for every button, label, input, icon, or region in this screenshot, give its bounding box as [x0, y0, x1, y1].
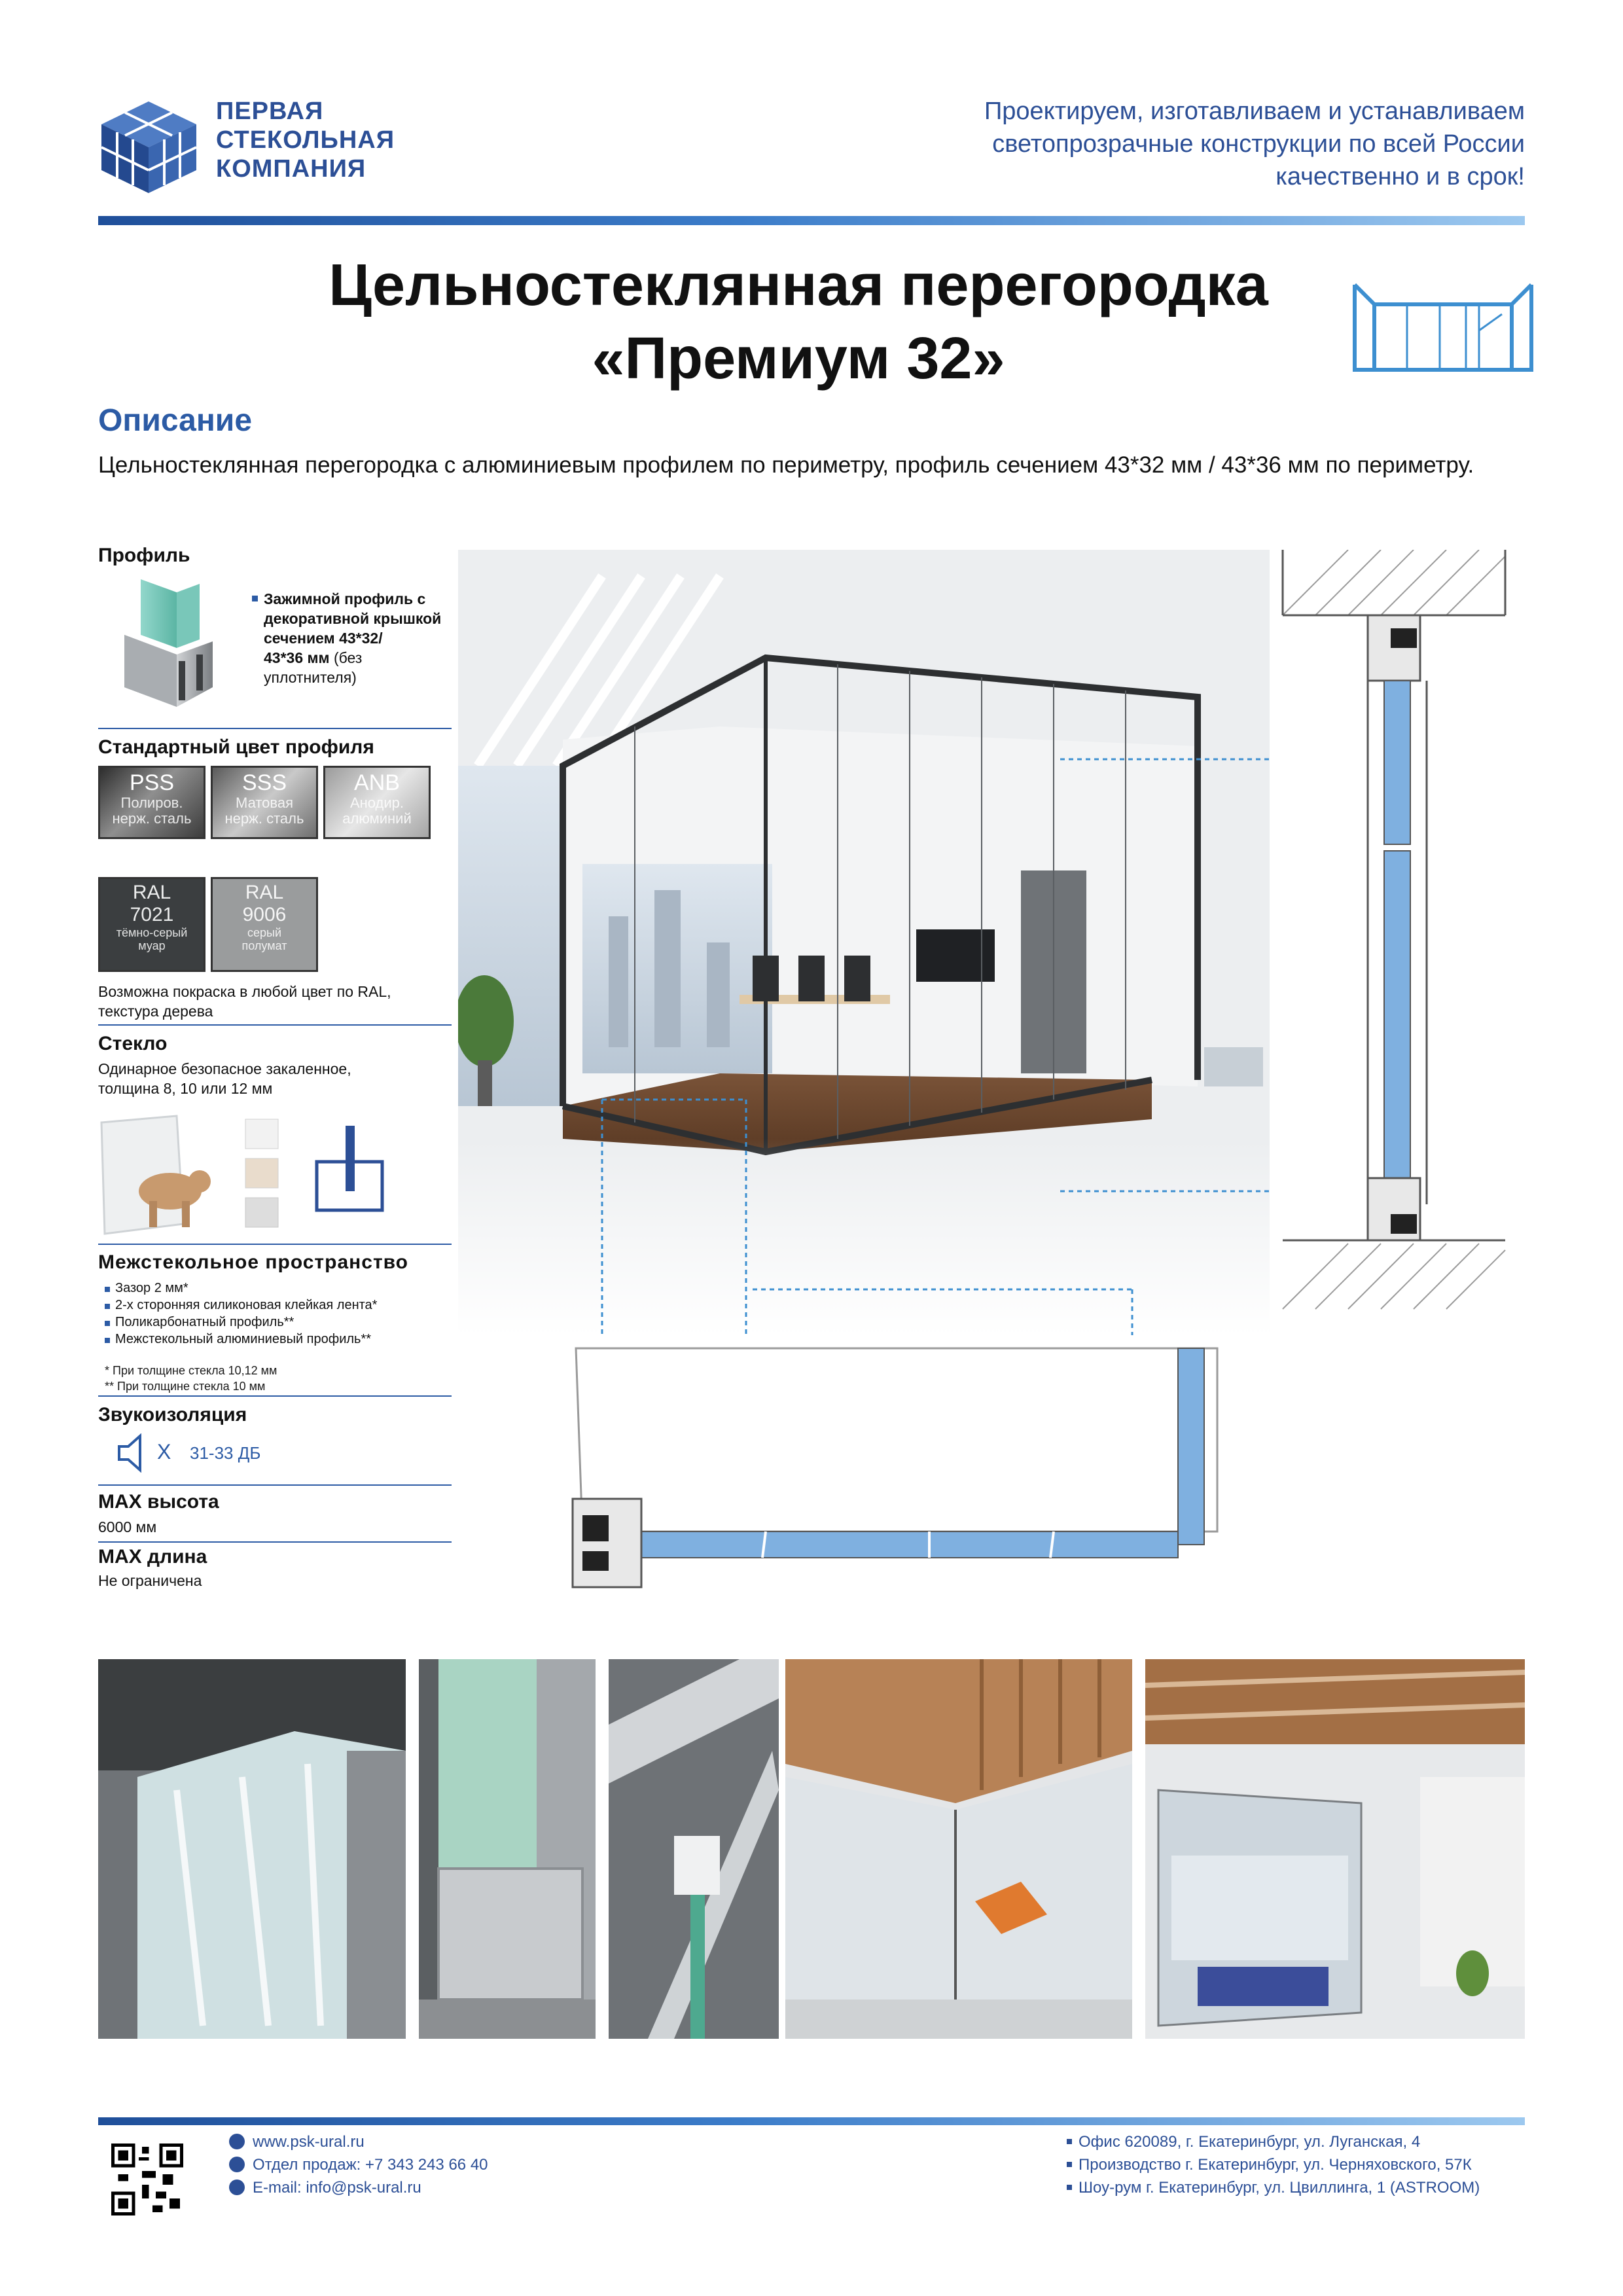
profile-note	[252, 589, 448, 687]
swatch-code: PSS	[129, 770, 175, 795]
swatch-desc: алюминий	[342, 810, 412, 827]
sound-x: X	[157, 1440, 171, 1463]
swatch-desc: нерж. сталь	[112, 810, 192, 827]
photo-corner-partition-image	[785, 1659, 1132, 2039]
swatch-code: SSS	[241, 770, 287, 795]
max-height-value: 6000 мм	[98, 1518, 157, 1535]
tagline-line: качественно и в срок!	[1275, 163, 1525, 190]
swatch-anb	[323, 766, 431, 839]
profile-note-line: уплотнителя)	[264, 669, 357, 686]
vertical-section-drawing	[1270, 550, 1531, 1322]
footer-divider	[98, 2117, 1525, 2125]
max-length-value: Не ограничена	[98, 1572, 202, 1589]
profile-note-line: (без	[333, 649, 363, 666]
swatch-sss	[211, 766, 318, 839]
swatch-ral: RAL	[245, 882, 284, 903]
list-item: Межстекольный алюминиевый профиль**	[105, 1331, 452, 1348]
profile-image	[115, 576, 226, 713]
color-heading: Стандартный цвет профиля	[98, 736, 374, 758]
safety-glass-image	[98, 1113, 281, 1237]
tagline-line: Проектируем, изготавливаем и устанавливаем	[984, 98, 1525, 125]
swatch-ral-9006	[211, 877, 318, 972]
footnotes	[105, 1363, 277, 1394]
photo-frosted-partition-image	[98, 1659, 406, 2039]
swatch-number: 7021	[130, 904, 174, 925]
section-divider	[98, 1541, 452, 1543]
description-heading: Описание	[98, 403, 253, 438]
logo-icon	[98, 98, 200, 196]
swatch-code: ANB	[354, 770, 400, 795]
plan-section-drawing	[563, 1335, 1270, 1610]
swatch-ral: RAL	[132, 882, 171, 903]
address-office: Офис 620089, г. Екатеринбург, ул. Луганская, 4	[1067, 2130, 1480, 2153]
photo-corner-partition	[785, 1659, 1132, 2039]
tagline-line: светопрозрачные конструкции по всей России	[992, 130, 1525, 158]
color-note	[98, 982, 452, 1021]
section-divider	[98, 1244, 452, 1245]
interglass-heading: Межстекольное пространство	[98, 1251, 409, 1273]
max-length-heading: MAX длина	[98, 1546, 207, 1568]
logo-line: КОМПАНИЯ	[216, 155, 366, 183]
glass-text-line: Одинарное безопасное закаленное,	[98, 1060, 351, 1077]
glass-text	[98, 1059, 351, 1098]
swatch-desc: нерж. сталь	[224, 810, 304, 827]
photo-profile-detail-image	[609, 1659, 779, 2039]
list-item: Зазор 2 мм*	[105, 1280, 452, 1297]
glass-text-line: толщина 8, 10 или 12 мм	[98, 1080, 273, 1097]
phone-icon	[229, 2157, 245, 2172]
profile-note-line: декоративной крышкой	[264, 610, 442, 627]
globe-icon	[229, 2134, 245, 2149]
title-line: «Премиум 32»	[592, 326, 1005, 391]
max-height-heading: MAX высота	[98, 1491, 219, 1513]
section-divider	[98, 1395, 452, 1397]
glass-heading: Стекло	[98, 1033, 168, 1054]
photo-profile-base	[419, 1659, 596, 2039]
photo-profile-base-image	[419, 1659, 596, 2039]
glass-section-icon	[314, 1122, 386, 1214]
speaker-icon	[116, 1433, 152, 1473]
profile-note-line: Зажимной профиль с	[264, 590, 426, 607]
list-item: 2-х сторонняя силиконовая клейкая лента*	[105, 1297, 452, 1314]
swatch-desc: Анодир.	[349, 795, 404, 811]
website-link[interactable]: www.psk-ural.ru	[253, 2133, 365, 2151]
partition-render	[458, 550, 1270, 1335]
list-item: Поликарбонатный профиль**	[105, 1314, 452, 1331]
photo-profile-detail	[609, 1659, 779, 2039]
address-production: Производство г. Екатеринбург, ул. Черняховского, 57К	[1067, 2153, 1480, 2176]
photo-corridor-partition	[1145, 1659, 1525, 2039]
footnote: * При толщине стекла 10,12 мм	[105, 1364, 277, 1377]
sound-heading: Звукоизоляция	[98, 1404, 247, 1426]
color-note-line: текстура дерева	[98, 1003, 213, 1020]
swatch-desc: Матовая	[236, 795, 293, 811]
section-divider	[98, 1024, 452, 1026]
partition-plan-icon	[1348, 278, 1538, 380]
swatch-pss	[98, 766, 205, 839]
mail-icon	[229, 2179, 245, 2195]
footer-addresses	[1067, 2130, 1480, 2199]
description-text: Цельностеклянная перегородка с алюминиевым профилем по периметру, профиль сечением 43*32 мм / 43*36 мм по периметру.	[98, 452, 1474, 478]
photo-corridor-partition-image	[1145, 1659, 1525, 2039]
logo-line: ПЕРВАЯ	[216, 98, 324, 125]
swatch-desc: полумат	[241, 939, 287, 952]
phone-link[interactable]: Отдел продаж: +7 343 243 66 40	[253, 2156, 488, 2174]
interglass-list	[105, 1280, 452, 1348]
section-divider	[98, 728, 452, 729]
office-illustration	[458, 550, 1270, 1335]
swatch-desc: серый	[247, 926, 281, 939]
color-note-line: Возможна покраска в любой цвет по RAL,	[98, 983, 391, 1000]
header-divider	[98, 216, 1525, 225]
email-link[interactable]: E-mail: info@psk-ural.ru	[253, 2179, 421, 2197]
address-showroom: Шоу-рум г. Екатеринбург, ул. Цвиллинга, 1 (ASTROOM)	[1067, 2176, 1480, 2199]
company-name	[216, 97, 395, 183]
swatch-desc: тёмно-серый	[116, 926, 188, 939]
tagline	[805, 95, 1525, 193]
title-line: Цельностеклянная перегородка	[329, 253, 1268, 318]
swatch-desc: Полиров.	[120, 795, 183, 811]
footnote: ** При толщине стекла 10 мм	[105, 1380, 266, 1393]
profile-note-line: 43*36 мм	[264, 649, 330, 666]
page-title	[275, 249, 1322, 395]
profile-note-line: сечением 43*32/	[264, 630, 383, 647]
swatch-desc: муар	[138, 939, 166, 952]
photo-frosted-partition	[98, 1659, 406, 2039]
swatch-number: 9006	[242, 904, 287, 925]
sound-value: 31-33 ДБ	[190, 1443, 261, 1463]
swatch-ral-7021	[98, 877, 205, 972]
footer-contacts	[229, 2130, 488, 2199]
profile-heading: Профиль	[98, 545, 190, 566]
qr-code	[111, 2144, 183, 2215]
logo-line: СТЕКОЛЬНАЯ	[216, 126, 395, 154]
section-divider	[98, 1484, 452, 1486]
